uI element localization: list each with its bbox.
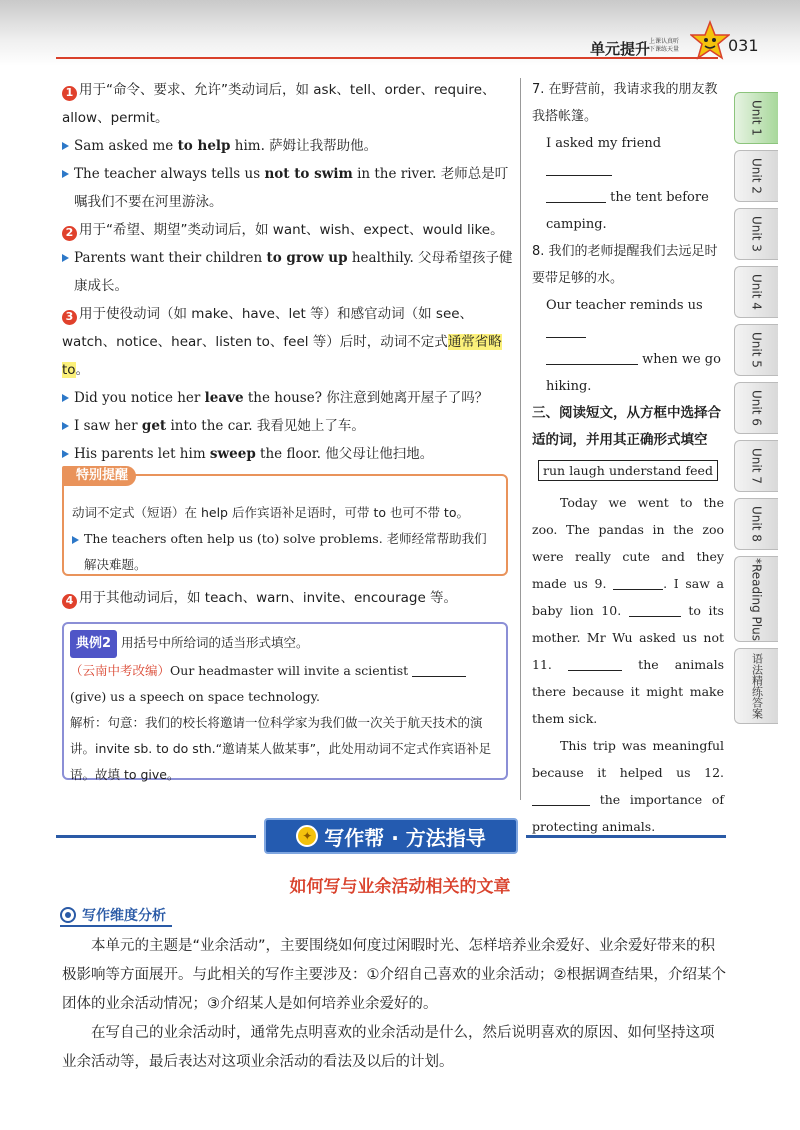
highlighted-text: 通常省略 to <box>62 334 502 378</box>
writing-body <box>62 932 726 1077</box>
worked-example-box <box>62 622 508 780</box>
reading-passage <box>532 489 724 840</box>
tab-label: Unit 7 <box>749 448 764 484</box>
answer-blank-9[interactable] <box>613 576 663 590</box>
example-sentence <box>62 440 514 468</box>
answer-blank[interactable] <box>412 663 466 677</box>
tab-unit-6[interactable] <box>734 382 778 434</box>
word-bank-item: run <box>543 463 566 478</box>
example-keyword: to grow up <box>266 250 348 266</box>
banner-line-right <box>526 835 726 838</box>
writing-banner <box>56 818 726 854</box>
example-sentence <box>62 384 514 412</box>
example-text: into the car. 我看见她上了车。 <box>166 418 365 434</box>
question-text: (give) us a speech on space technology. <box>70 689 321 704</box>
worked-example-instruction: 用括号中所给词的适当形式填空。 <box>121 635 309 650</box>
tab-label: 语法精练答案 <box>750 653 764 719</box>
example-text: His parents let him <box>74 446 210 462</box>
special-reminder-box <box>62 468 508 576</box>
special-reminder-label: 特别提醒 <box>62 466 136 486</box>
example-text: the house? 你注意到她离开屋子了吗？ <box>243 390 489 406</box>
question-text: I asked my friend <box>546 136 662 151</box>
word-bank-item: laugh <box>569 463 605 478</box>
banner-line-left <box>56 835 256 838</box>
example-text: him. 萨姆让我帮助他。 <box>230 138 378 154</box>
question-source: （云南中考改编） <box>70 663 171 678</box>
example-keyword: leave <box>204 390 244 406</box>
example-text: I saw her <box>74 418 142 434</box>
rule-4 <box>62 584 514 612</box>
rule-text: 用于“命令、要求、允许”类动词后，如 ask、tell、order、require、allow、permit。 <box>62 82 496 126</box>
tab-label: Unit 2 <box>749 158 764 194</box>
example-keyword: not to swim <box>264 166 353 182</box>
example-text: healthily. 父母希望孩子健康成长。 <box>74 250 513 294</box>
example-sentence <box>62 412 514 440</box>
worked-example-analysis: 解析：句意：我们的校长将邀请一位科学家为我们做一次关于航天技术的演讲。invite sb. to do sth.“邀请某人做某事”，此处用动词不定式作宾语补足语。故填 to give。 <box>70 715 492 782</box>
worked-example-label: 典例2 <box>70 630 117 658</box>
passage-text: . I saw a baby lion 10. <box>532 576 724 618</box>
question-7-answer <box>532 130 724 238</box>
question-text: the tent before camping. <box>546 190 709 232</box>
answer-blank-11[interactable] <box>568 657 622 671</box>
rule-text: 用于“希望、期望”类动词后，如 want、wish、expect、would like。 <box>79 222 504 238</box>
example-keyword: get <box>141 418 167 434</box>
body-paragraph: 在写自己的业余活动时，通常先点明喜欢的业余活动是什么，然后说明喜欢的原因、如何坚持这项业余活动等，最后表达对这项业余活动的看法及以后的计划。 <box>62 1025 715 1070</box>
answer-blank-12[interactable] <box>532 792 590 806</box>
star-mascot-icon <box>690 20 730 64</box>
tab-unit-2[interactable] <box>734 150 778 202</box>
example-keyword: sweep <box>209 446 256 462</box>
example-text: Sam asked me <box>74 138 178 154</box>
tab-label: Unit 1 <box>749 100 764 136</box>
rule-text: 。 <box>75 362 90 378</box>
example-keyword: to help <box>177 138 231 154</box>
writing-banner-box <box>264 818 518 854</box>
question-text: Our headmaster will invite a scientist <box>170 663 413 678</box>
rule-2 <box>62 216 514 244</box>
answer-blank-10[interactable] <box>629 603 681 617</box>
unit-tab-bar <box>734 92 778 730</box>
section-3-title: 三、阅读短文，从方框中选择合适的词，并用其正确形式填空 <box>532 405 721 448</box>
rule-3 <box>62 300 514 384</box>
rule-text: 用于使役动词（如 make、have、let 等）和感官动词（如 see、watch、notice、hear、listen to、feel 等）后时，动词不定式 <box>62 306 474 350</box>
tab-reading-plus[interactable] <box>734 556 778 642</box>
lightbulb-icon: ✦ <box>296 825 318 847</box>
writing-subtitle: 如何写与业余活动相关的文章 <box>289 877 511 897</box>
passage-paragraph <box>532 489 724 732</box>
passage-text: the animals there because it might make them sick. <box>532 657 724 726</box>
word-bank-item: feed <box>685 463 713 478</box>
page-header <box>0 0 800 66</box>
tab-unit-4[interactable] <box>734 266 778 318</box>
tab-label: Unit 6 <box>749 390 764 426</box>
rule-number-badge: 2 <box>62 226 77 241</box>
example-sentence <box>62 132 514 160</box>
writing-dimension-heading <box>60 905 172 927</box>
rule-number-badge: 1 <box>62 86 77 101</box>
banner-title: 写作帮 · 方法指导 <box>324 825 486 850</box>
rule-text: 用于其他动词后，如 teach、warn、invite、encourage 等。 <box>79 590 458 606</box>
example-text: Did you notice her <box>74 390 205 406</box>
question-7-prompt: 7. 在野营前，我请求我的朋友教我搭帐篷。 <box>532 82 718 124</box>
example-text: The teacher always tells us <box>74 166 265 182</box>
reminder-text: 动词不定式（短语）在 help 后作宾语补足语时，可带 to 也可不带 to。 <box>72 505 469 520</box>
target-icon <box>60 907 76 923</box>
tab-label: *Reading Plus <box>749 557 764 641</box>
worked-example-header <box>70 630 498 658</box>
worked-example-question <box>70 658 498 710</box>
tab-label: Unit 5 <box>749 332 764 368</box>
rule-number-badge: 3 <box>62 310 77 325</box>
section-title: 写作维度分析 <box>82 908 166 924</box>
question-8-answer <box>532 292 724 400</box>
tab-unit-1[interactable] <box>734 92 778 144</box>
grammar-notes <box>62 76 514 780</box>
answer-blank[interactable] <box>546 351 638 365</box>
question-text: when we go hiking. <box>546 352 721 394</box>
tab-unit-5[interactable] <box>734 324 778 376</box>
passage-text: This trip was meaningful because it helped us 12. <box>532 738 724 780</box>
answer-blank[interactable] <box>546 189 606 203</box>
tab-unit-8[interactable] <box>734 498 778 550</box>
word-bank-item: understand <box>608 463 682 478</box>
unit-subtitle <box>649 38 687 54</box>
tab-grammar-answers[interactable] <box>734 648 778 724</box>
example-text: in the river. 老师总是叮嘱我们不要在河里游泳。 <box>74 166 509 210</box>
example-text: the floor. 他父母让他扫地。 <box>255 446 434 462</box>
column-divider <box>520 78 521 800</box>
question-8-prompt: 8. 我们的老师提醒我们去远足时要带足够的水。 <box>532 244 718 286</box>
body-paragraph: 本单元的主题是“业余活动”，主要围绕如何度过闲暇时光、怎样培养业余爱好、业余爱好带来的积极影响等方面展开。与此相关的写作主要涉及：①介绍自己喜欢的业余活动；②根据调查结果，介绍某个团体的业余活动情况；③介绍某人是如何培养业余爱好的。 <box>62 938 726 1012</box>
rule-1 <box>62 76 514 132</box>
question-text: Our teacher reminds us <box>546 298 703 313</box>
tab-label: Unit 8 <box>749 506 764 542</box>
exercises <box>532 76 724 840</box>
unit-subtitle-line-2: 下课练天量 <box>649 46 680 53</box>
tab-label: Unit 4 <box>749 274 764 310</box>
rule-number-badge: 4 <box>62 594 77 609</box>
tab-label: Unit 3 <box>749 216 764 252</box>
word-bank-box <box>538 460 718 481</box>
reminder-example: The teachers often help us (to) solve problems. 老师经常帮助我们解决难题。 <box>72 526 496 578</box>
tab-unit-3[interactable] <box>734 208 778 260</box>
unit-subtitle-line-1: 上课认真听 <box>649 38 680 45</box>
example-text: Parents want their children <box>74 250 267 266</box>
passage-text: Today we went to the zoo. The pandas in the zoo were really cute and they made us 9. <box>532 495 724 591</box>
page-number: 031 <box>728 36 759 55</box>
passage-text: to its mother. Mr Wu asked us not 11. <box>532 603 724 672</box>
example-sentence <box>62 160 514 216</box>
passage-text: the importance of protecting animals. <box>532 792 724 834</box>
example-sentence <box>62 244 514 300</box>
answer-blank[interactable] <box>546 324 586 338</box>
tab-unit-7[interactable] <box>734 440 778 492</box>
unit-title: 单元提升 <box>590 40 651 58</box>
answer-blank[interactable] <box>546 162 612 176</box>
